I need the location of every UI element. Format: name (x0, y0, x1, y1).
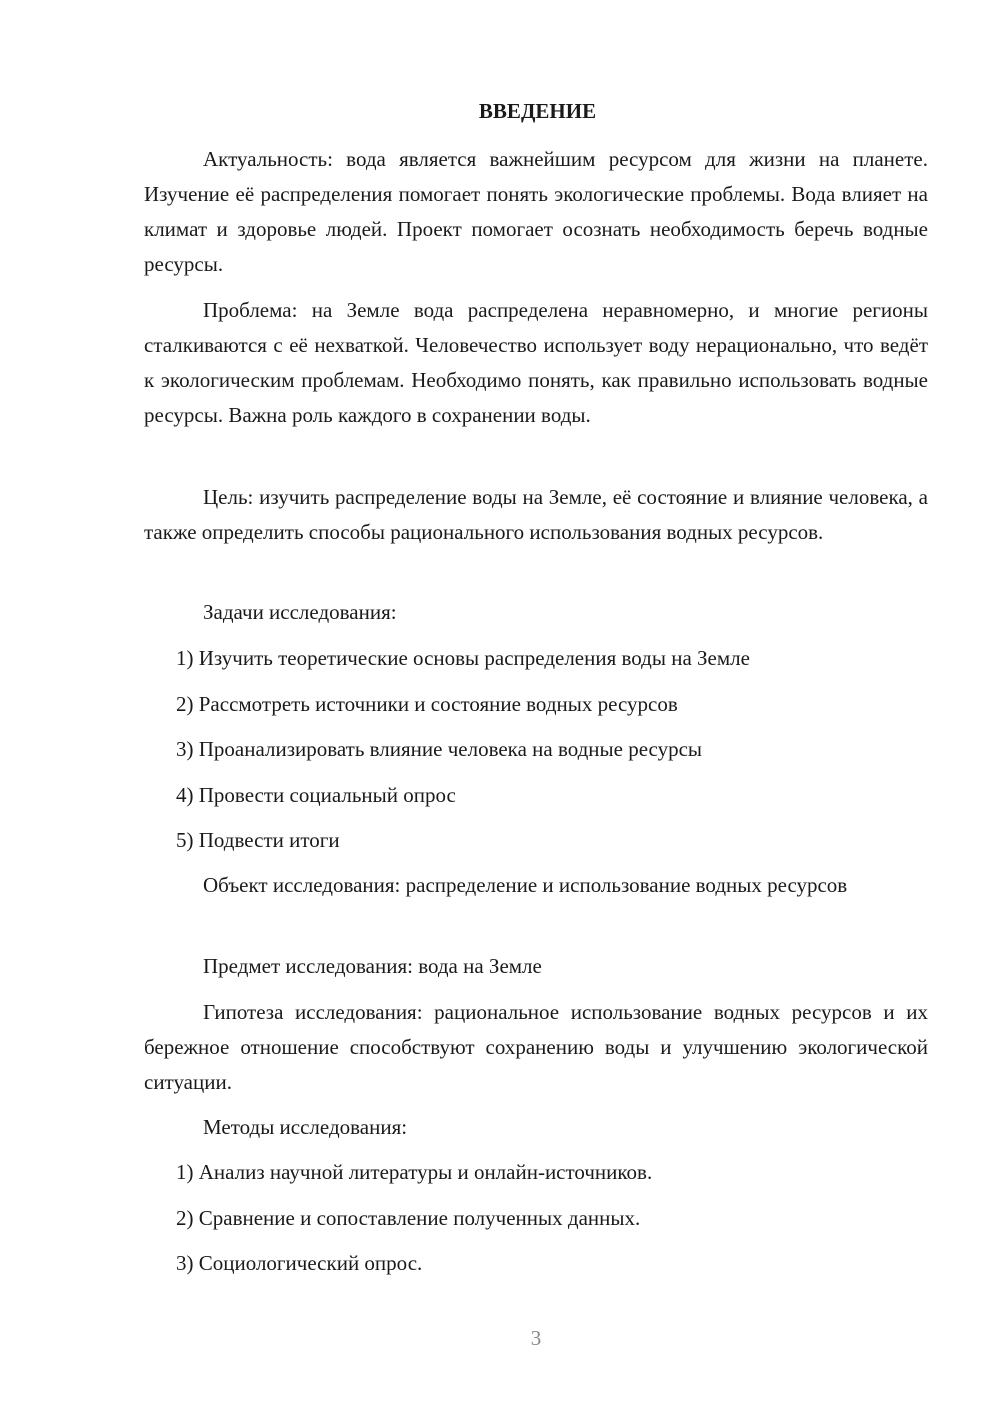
method-item-1: 1) Анализ научной литературы и онлайн-источников. (176, 1160, 653, 1184)
task-item-4: 4) Провести социальный опрос (176, 783, 456, 807)
task-item-2: 2) Рассмотреть источники и состояние водных ресурсов (176, 692, 678, 716)
paragraph-relevance: Актуальность: вода является важнейшим ресурсом для жизни на планете. Изучение её распределения помогает понять экологические проблемы. Вода влияет на климат и здоровье людей. Проект помогает осознать необходимость беречь водные ресурсы. (144, 147, 928, 276)
task-item-1: 1) Изучить теоретические основы распределения воды на Земле (176, 646, 750, 670)
page-title: ВВЕДЕНИЕ (478, 99, 597, 123)
paragraph-object: Объект исследования: распределение и использование водных ресурсов (203, 873, 848, 897)
paragraph-goal: Цель: изучить распределение воды на Земле, её состояние и влияние человека, а также определить способы рационального использования водных ресурсов. (144, 485, 928, 544)
paragraph-problem: Проблема: на Земле вода распределена неравномерно, и многие регионы сталкиваются с её нехваткой. Человечество использует воду нерационально, что ведёт к экологическим проблемам. Необходимо понять, как правильно использовать водные ресурсы. Важна роль каждого в сохранении воды. (144, 298, 928, 427)
method-item-3: 3) Социологический опрос. (176, 1251, 423, 1275)
paragraph-subject: Предмет исследования: вода на Земле (203, 954, 542, 978)
method-item-2: 2) Сравнение и сопоставление полученных данных. (176, 1206, 641, 1230)
task-item-3: 3) Проанализировать влияние человека на водные ресурсы (176, 737, 703, 761)
task-item-5: 5) Подвести итоги (176, 828, 340, 852)
paragraph-hypothesis: Гипотеза исследования: рациональное использование водных ресурсов и их бережное отношение способствуют сохранению воды и улучшению экологической ситуации. (144, 1000, 928, 1094)
tasks-heading: Задачи исследования: (203, 600, 397, 624)
page-number: 3 (530, 1326, 542, 1350)
methods-heading: Методы исследования: (203, 1115, 408, 1139)
